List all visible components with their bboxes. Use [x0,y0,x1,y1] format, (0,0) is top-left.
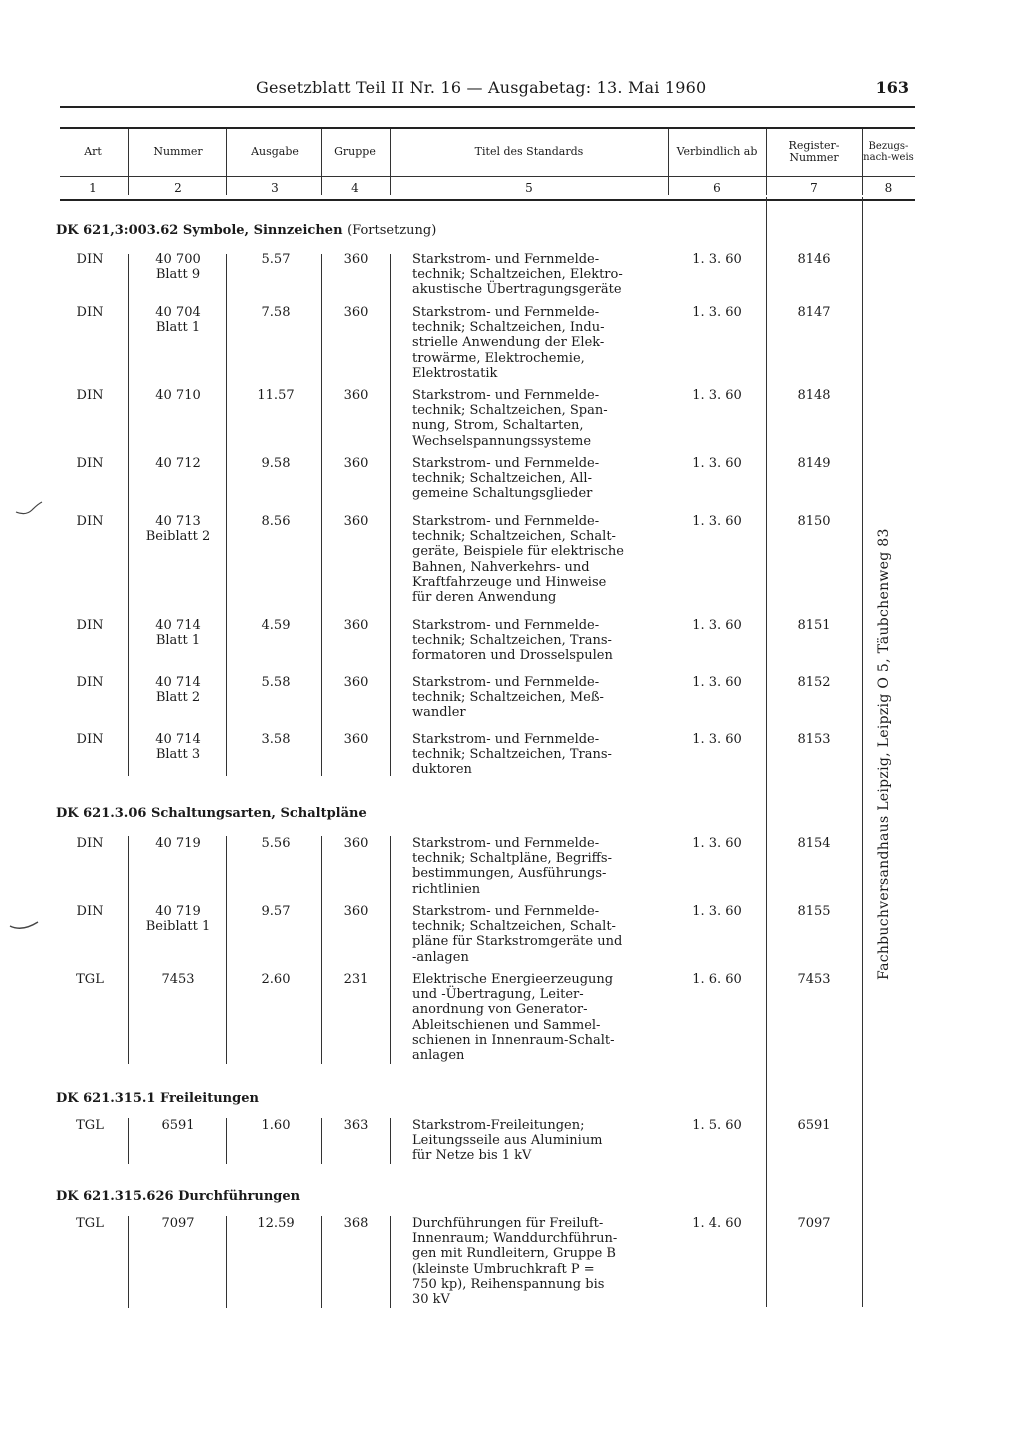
header-col-rule [226,129,227,195]
section-code: DK 621.315.626 [56,1189,174,1204]
cell-verbindlich: 1. 3. 60 [692,904,742,919]
cell-verbindlich: 1. 5. 60 [692,1118,742,1133]
col-number-7: 7 [810,181,818,195]
cell-nummer: 40 714 Blatt 1 [155,618,201,649]
table-header [60,127,915,201]
cell-ausgabe: 5.58 [261,675,291,690]
col-number-4: 4 [351,181,359,195]
cell-register: 8152 [797,675,831,690]
header-col-rule [321,129,322,195]
section-title: Symbole, Sinnzeichen [182,223,343,238]
cell-nummer: 6591 [161,1118,195,1133]
group-col-rule [128,254,129,776]
header-rule [60,106,915,108]
group-col-rule [226,1216,227,1308]
col-number-2: 2 [174,181,182,195]
cell-gruppe: 360 [343,252,369,267]
cell-titel: Starkstrom- und Fernmelde- technik; Schaltzeichen, Trans- duktoren [412,732,612,778]
col-number-5: 5 [525,181,533,195]
group-col-rule [226,1118,227,1164]
cell-titel: Starkstrom- und Fernmelde- technik; Schaltzeichen, Schalt- pläne für Starkstromgeräte und -anlagen [412,904,623,965]
section-code: DK 621.3.06 [56,806,147,821]
col-header-register: Register-Nummer [788,139,840,164]
page-number: 163 [875,78,909,97]
cell-titel: Durchführungen für Freiluft- Innenraum; Wanddurchführun- gen mit Rundleitern, Gruppe B (kleinste Umbruchkraft P = 750 kp), Reihenspannung bis 30 kV [412,1216,618,1308]
cell-register: 8147 [797,305,831,320]
header-col-rule [390,129,391,195]
cell-nummer: 40 719 Beiblatt 1 [145,904,211,935]
cell-titel: Starkstrom- und Fernmelde- technik; Schaltzeichen, Indu- strielle Anwendung der Elek- trowärme, Elektrochemie, Elektrostatik [412,305,605,381]
cell-gruppe: 360 [343,675,369,690]
cell-nummer: 40 710 [155,388,201,403]
section-heading [56,1189,300,1204]
cell-verbindlich: 1. 6. 60 [692,972,742,987]
cell-art: DIN [76,675,104,690]
cell-nummer: 40 714 Blatt 3 [155,732,201,763]
cell-verbindlich: 1. 3. 60 [692,514,742,529]
section-heading [56,223,436,238]
cell-art: DIN [76,305,104,320]
cell-nummer: 40 704 Blatt 1 [155,305,201,336]
cell-art: DIN [76,252,104,267]
col-header-gruppe: Gruppe [334,145,376,158]
cell-ausgabe: 2.60 [261,972,291,987]
section-title: Durchführungen [178,1189,301,1204]
cell-verbindlich: 1. 4. 60 [692,1216,742,1231]
cell-ausgabe: 3.58 [261,732,291,747]
cell-ausgabe: 11.57 [257,388,295,403]
header-col-rule [766,129,767,195]
cell-art: DIN [76,388,104,403]
cell-titel: Starkstrom- und Fernmelde- technik; Schaltzeichen, Span- nung, Strom, Schaltarten, Wechselspannungssysteme [412,388,608,449]
section-code: DK 621,3:003.62 [56,223,179,238]
section-heading [56,806,367,821]
col-header-ausgabe: Ausgabe [251,145,299,158]
group-col-rule [390,254,391,776]
cell-art: DIN [76,836,104,851]
cell-verbindlich: 1. 3. 60 [692,456,742,471]
cell-verbindlich: 1. 3. 60 [692,732,742,747]
group-col-rule [128,1118,129,1164]
cell-ausgabe: 12.59 [257,1216,295,1231]
cell-register: 8155 [797,904,831,919]
group-col-rule [390,1118,391,1164]
cell-nummer: 40 712 [155,456,201,471]
cell-ausgabe: 5.57 [261,252,291,267]
header-divider [60,176,915,177]
cell-gruppe: 360 [343,514,369,529]
cell-titel: Starkstrom- und Fernmelde- technik; Schaltzeichen, Schalt- geräte, Beispiele für elektrische Bahnen, Nahverkehrs- und Kraftfahrzeuge und Hinweise für deren Anwendung [412,514,624,606]
cell-ausgabe: 9.57 [261,904,291,919]
cell-register: 8148 [797,388,831,403]
cell-gruppe: 360 [343,456,369,471]
header-title: Gesetzblatt Teil II Nr. 16 — Ausgabetag: 13. Mai 1960 [256,78,707,97]
cell-register: 7097 [797,1216,831,1231]
cell-titel: Starkstrom- und Fernmelde- technik; Schaltpläne, Begriffs- bestimmungen, Ausführungs- richtlinien [412,836,612,897]
section-code: DK 621.315.1 [56,1091,156,1106]
group-col-rule [128,836,129,1064]
col-header-bezug: Bezugs-nach-weis [863,141,914,163]
bezugsnachweis-text: Fachbuchversandhaus Leipzig, Leipzig O 5, Täubchenweg 83 [876,528,892,980]
cell-gruppe: 360 [343,618,369,633]
cell-nummer: 40 700 Blatt 9 [155,252,201,283]
cell-ausgabe: 5.56 [261,836,291,851]
cell-verbindlich: 1. 3. 60 [692,675,742,690]
cell-art: DIN [76,618,104,633]
cell-nummer: 40 719 [155,836,201,851]
cell-titel: Starkstrom- und Fernmelde- technik; Schaltzeichen, Trans- formatoren und Drosselspulen [412,618,613,664]
group-col-rule [390,1216,391,1308]
cell-gruppe: 360 [343,388,369,403]
col-number-1: 1 [89,181,97,195]
group-col-rule [226,254,227,776]
cell-verbindlich: 1. 3. 60 [692,252,742,267]
cell-gruppe: 360 [343,305,369,320]
cell-nummer: 40 714 Blatt 2 [155,675,201,706]
group-col-rule [321,836,322,1064]
header-col-rule [128,129,129,195]
cell-verbindlich: 1. 3. 60 [692,618,742,633]
cell-register: 8151 [797,618,831,633]
cell-art: DIN [76,514,104,529]
cell-titel: Starkstrom- und Fernmelde- technik; Schaltzeichen, All- gemeine Schaltungsglieder [412,456,600,502]
header-col-rule [668,129,669,195]
register-column-rule [766,197,767,1307]
cell-gruppe: 360 [343,732,369,747]
cell-ausgabe: 1.60 [261,1118,291,1133]
cell-verbindlich: 1. 3. 60 [692,305,742,320]
group-col-rule [390,836,391,1064]
section-heading [56,1091,259,1106]
cell-gruppe: 360 [343,836,369,851]
col-number-8: 8 [884,181,893,195]
cell-nummer: 7453 [161,972,195,987]
margin-mark [14,500,44,520]
cell-ausgabe: 7.58 [261,305,291,320]
cell-art: TGL [76,1216,104,1231]
cell-register: 7453 [797,972,831,987]
cell-art: DIN [76,904,104,919]
cell-nummer: 7097 [161,1216,195,1231]
cell-art: DIN [76,732,104,747]
group-col-rule [226,836,227,1064]
cell-register: 8146 [797,252,831,267]
cell-gruppe: 363 [343,1118,369,1133]
cell-ausgabe: 4.59 [261,618,291,633]
cell-verbindlich: 1. 3. 60 [692,836,742,851]
cell-verbindlich: 1. 3. 60 [692,388,742,403]
cell-art: DIN [76,456,104,471]
header-col-rule [862,129,863,195]
group-col-rule [128,1216,129,1308]
section-title: Freileitungen [160,1091,259,1106]
cell-art: TGL [76,972,104,987]
cell-art: TGL [76,1118,104,1133]
cell-register: 8153 [797,732,831,747]
section-title: Schaltungsarten, Schaltpläne [150,806,367,821]
cell-gruppe: 368 [343,1216,369,1231]
cell-ausgabe: 9.58 [261,456,291,471]
cell-register: 8149 [797,456,831,471]
cell-nummer: 40 713 Beiblatt 2 [145,514,211,545]
col-number-6: 6 [713,181,721,195]
col-header-verbindlich: Verbindlich ab [676,145,758,158]
cell-ausgabe: 8.56 [261,514,291,529]
cell-titel: Elektrische Energieerzeugung und -Übertragung, Leiter- anordnung von Generator- Ableitschienen und Sammel- schienen in Innenraum-Schalt- anlagen [412,972,615,1064]
col-header-nummer: Nummer [153,145,203,158]
col-header-titel: Titel des Standards [474,145,584,158]
cell-register: 8150 [797,514,831,529]
margin-mark [8,918,40,934]
cell-titel: Starkstrom- und Fernmelde- technik; Schaltzeichen, Elektro- akustische Übertragungsgeräte [412,252,623,298]
col-number-3: 3 [271,181,279,195]
cell-register: 6591 [797,1118,831,1133]
col-header-art: Art [84,145,102,158]
cell-gruppe: 231 [343,972,369,987]
cell-titel: Starkstrom-Freileitungen; Leitungsseile aus Aluminium für Netze bis 1 kV [412,1118,603,1164]
cell-titel: Starkstrom- und Fernmelde- technik; Schaltzeichen, Meß- wandler [412,675,604,721]
cell-gruppe: 360 [343,904,369,919]
section-note: (Fortsetzung) [347,223,437,238]
cell-register: 8154 [797,836,831,851]
bezug-column-rule [862,197,863,1307]
